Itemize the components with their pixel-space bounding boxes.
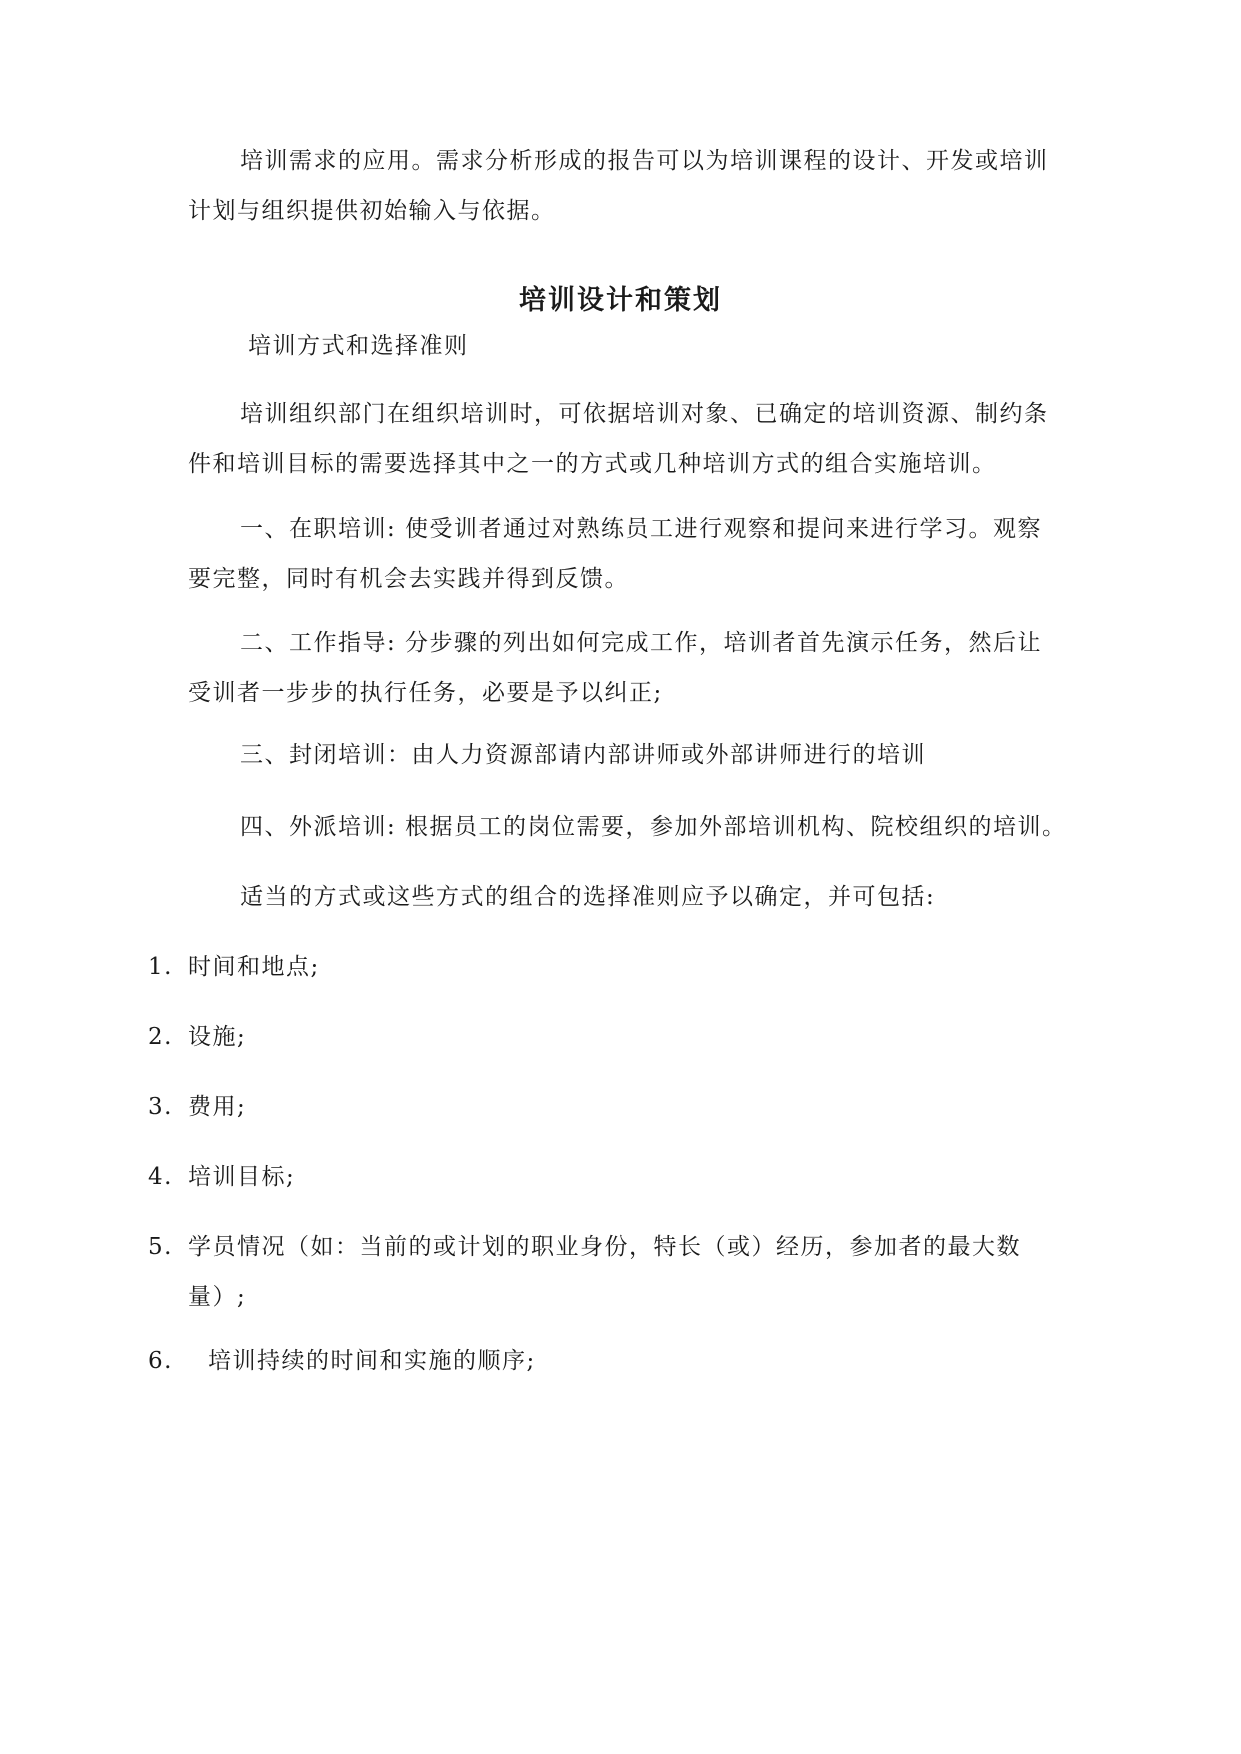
- list-item: [148, 1012, 246, 1062]
- list-item: [148, 1222, 1021, 1322]
- criteria-intro: [188, 872, 1058, 922]
- method-item-3: [188, 730, 1058, 780]
- list-text: 时间和地点;: [188, 954, 320, 980]
- list-number: 5.: [148, 1234, 173, 1260]
- list-number: 6.: [148, 1348, 173, 1374]
- list-text-continuation: 量）;: [188, 1284, 247, 1310]
- text-line: 计划与组织提供初始输入与依据。: [188, 198, 556, 224]
- list-text: 培训持续的时间和实施的顺序;: [208, 1348, 536, 1374]
- list-number: 3.: [148, 1094, 173, 1120]
- subheading: 培训方式和选择准则: [248, 333, 469, 359]
- text-line: 四、外派培训: 根据员工的岗位需要，参加外部培训机构、院校组织的培训。: [240, 814, 1067, 840]
- list-text: 培训目标;: [188, 1164, 296, 1190]
- text-line: 受训者一步步的执行任务，必要是予以纠正;: [188, 680, 663, 706]
- text-line: 件和培训目标的需要选择其中之一的方式或几种培训方式的组合实施培训。: [188, 451, 997, 477]
- list-number: 4.: [148, 1164, 173, 1190]
- list-item: [148, 1336, 536, 1386]
- method-item-1: [188, 504, 1058, 604]
- intro-paragraph: [188, 136, 1058, 236]
- list-item: [148, 942, 320, 992]
- list-item: [148, 1152, 295, 1202]
- text-line: 一、在职培训: 使受训者通过对熟练员工进行观察和提问来进行学习。观察: [240, 516, 1043, 542]
- text-line: 二、工作指导: 分步骤的列出如何完成工作，培训者首先演示任务，然后让: [240, 630, 1043, 656]
- list-text: 学员情况（如：当前的或计划的职业身份，特长（或）经历，参加者的最大数: [188, 1234, 1021, 1260]
- text-line: 三、封闭培训：由人力资源部请内部讲师或外部讲师进行的培训: [240, 742, 926, 768]
- text-line: 培训需求的应用。需求分析形成的报告可以为培训课程的设计、开发或培训: [240, 148, 1049, 174]
- method-item-2: [188, 618, 1058, 718]
- list-text: 费用;: [188, 1094, 247, 1120]
- text-line: 适当的方式或这些方式的组合的选择准则应予以确定，并可包括:: [240, 884, 936, 910]
- section-heading: 培训设计和策划: [519, 285, 722, 316]
- list-item: [148, 1082, 246, 1132]
- list-number: 1.: [148, 954, 173, 980]
- text-line: 要完整，同时有机会去实践并得到反馈。: [188, 566, 629, 592]
- text-line: 培训组织部门在组织培训时，可依据培训对象、已确定的培训资源、制约条: [240, 401, 1049, 427]
- overview-paragraph: [188, 389, 1058, 489]
- list-number: 2.: [148, 1024, 173, 1050]
- method-item-4: [188, 802, 1067, 852]
- list-text: 设施;: [188, 1024, 247, 1050]
